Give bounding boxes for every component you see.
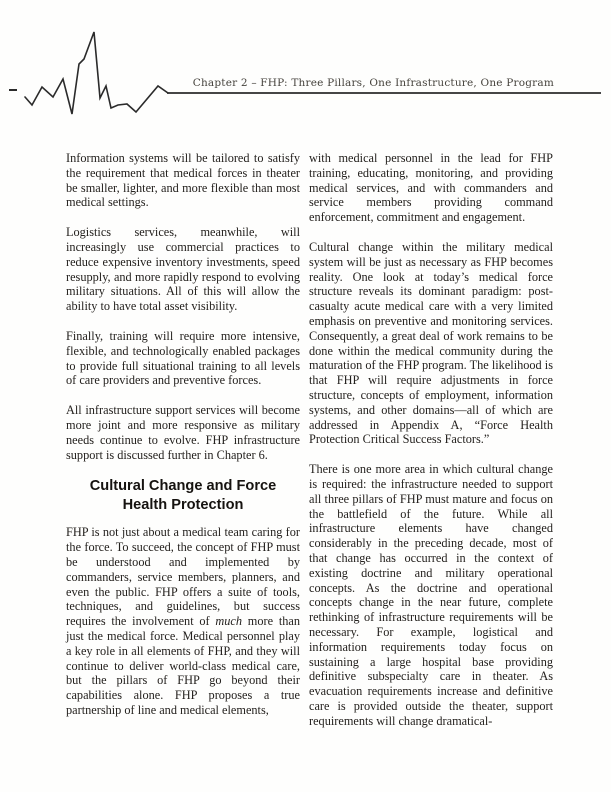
ekg-heartbeat-icon [0,0,611,130]
chapter-header: Chapter 2 – FHP: Three Pillars, One Infrastructure, One Program [192,77,554,89]
right-column [309,151,553,743]
paragraph-training: Finally, training will require more intensive, flexible, and technologically enabled packages to provide full situational training to all levels of care providers and preventive forces. [66,328,300,388]
paragraph-fhp-concept-italic-word: much [215,614,243,629]
paragraph-information-systems: Information systems will be tailored to satisfy the requirement that medical forces in theater be smaller, lighter, and more flexible than most medical settings. [66,151,300,210]
paragraph-logistics: Logistics services, meanwhile, will increasingly use commercial practices to reduce expensive inventory investments, speed resupply, and more rapidly respond to evolving military situations. All of this will allow the ability to have total asset visibility. [66,225,300,314]
paragraph-infrastructure-support: All infrastructure support services will become more joint and more responsive as military needs continue to evolve. FHP infrastructure support is discussed further in Chapter 6. [66,403,300,462]
paragraph-partnership-continued: with medical personnel in the lead for FHP training, educating, monitoring, and providing medical services, and with commanders and service members providing command enforcement, commitment and engagement. [309,151,553,225]
paragraph-fhp-concept-text-after: more than just the medical force. Medical personnel play a key role in all elements of FHP, and they will continue to deliver world-class medical care, but the pillars of FHP go beyond their capabilities alone. FHP proposes a true partnership of line and medical elements, [66,614,300,717]
section-heading-cultural-change: Cultural Change and Force Health Protection [89,478,277,514]
paragraph-one-more-area: There is one more area in which cultural change is required: the infrastructure needed to support all three pillars of FHP must mature and focus on the battlefield of the future. While all infrastructure elements have changed considerably in the preceding decade, most of that change has occurred in the context of existing doctrine and military operational concepts. As the doctrine and operational concepts change in the near future, complete rethinking of infrastructure requirements will be necessary. For example, logistical and information requirements today focus on sustaining a large hospital base providing definitive subspecialty care in theater. As evacuation requirements increase and definitive care is provided outside the theater, support requirements will change dramatical- [309,462,553,728]
paragraph-cultural-change: Cultural change within the military medical system will be just as necessary as FHP becomes reality. One look at today’s medical force structure reveals its dominant paradigm: post-casualty acute medical care with a very limited emphasis on preventive and monitoring services. Consequently, a great deal of work remains to be done within the medical community during the maturation of the FHP program. The likelihood is that FHP will require adjustments in force structure, concepts of employment, information systems, and other domains—all of which are addressed in Appendix A, “Force Health Protection Critical Success Factors.” [309,239,553,447]
left-column [66,151,300,733]
paragraph-fhp-concept [66,525,300,717]
paragraph-fhp-concept-text-before: FHP is not just about a medical team caring for the force. To succeed, the concept of FHP must be understood and implemented by commanders, service members, planners, and even the public. FHP offers a suite of tools, techniques, and guidelines, but success requires the involvement of [66,525,300,629]
